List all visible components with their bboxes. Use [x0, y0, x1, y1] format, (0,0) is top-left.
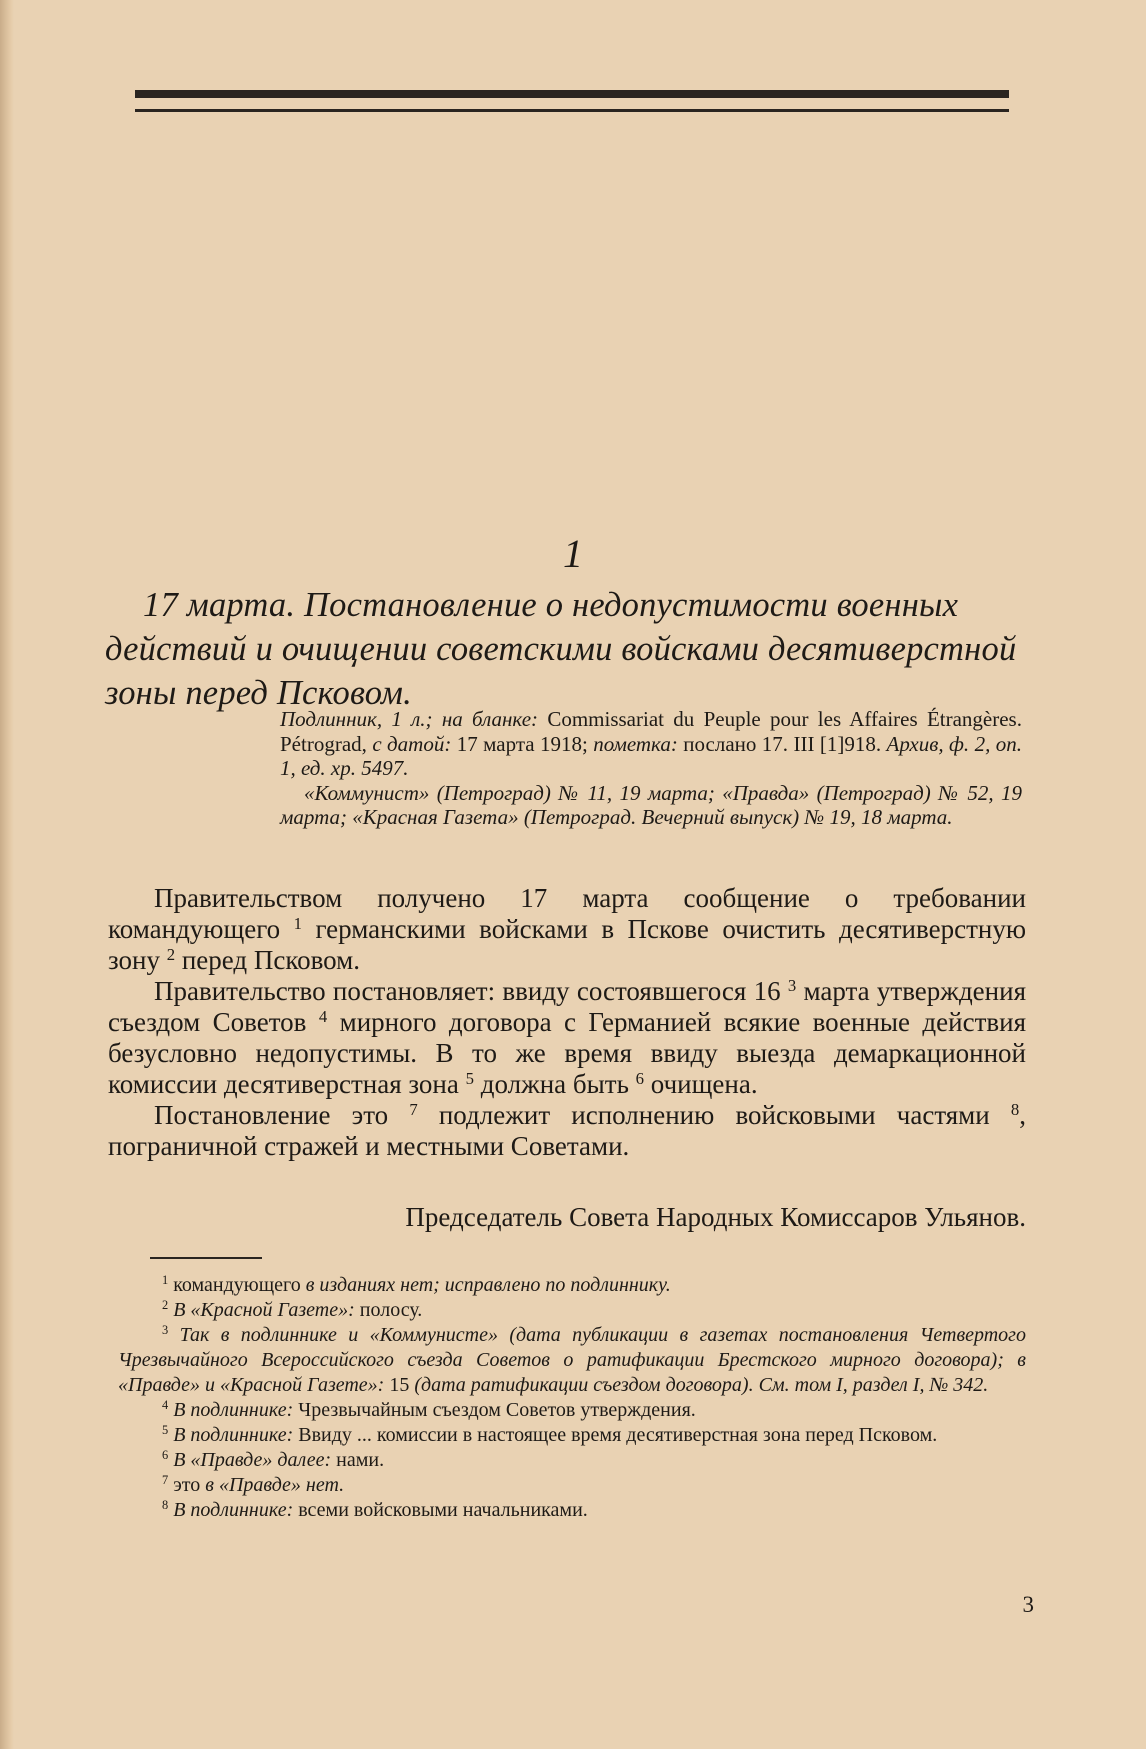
- document-number: 1: [563, 531, 583, 576]
- footnote-number: 8: [162, 1498, 169, 1513]
- text-run: Подлинник, 1 л.; на бланке:: [280, 707, 548, 731]
- text-run: с датой:: [372, 731, 457, 756]
- footnote-marker: 3: [787, 975, 797, 995]
- text-run: марта утверждения съездом Советов: [108, 976, 1026, 1037]
- text-run: полосу.: [359, 1299, 423, 1321]
- footnote-1: [118, 1273, 1026, 1298]
- footnote-marker: 8: [1010, 1099, 1020, 1119]
- source-note: [280, 707, 1022, 830]
- text-run: Commissariat du Peuple pour les Affaires Étrangères. Pétrograd,: [280, 707, 1022, 756]
- text-run: , пограничной стражей и местными Советами.: [108, 1100, 1027, 1161]
- publication-reference: «Коммунист» (Петроград) № 11, 19 марта; «Правда» (Петроград) № 52, 19 марта; «Красная Газета» (Петроград. Вечерний выпуск) № 19, 18 марта.: [280, 780, 1022, 829]
- text-run: Правительство постановляет: ввиду состоявшегося 16: [154, 976, 788, 1006]
- body-paragraph-3: [108, 1100, 1026, 1162]
- text-run: подлежит исполнению войсковыми частями: [417, 1100, 1011, 1130]
- text-run: 15: [389, 1374, 415, 1396]
- text-run: Правительством получено 17 марта сообщение о требовании командующего: [108, 883, 1026, 944]
- footnote-8: [118, 1498, 1026, 1523]
- footnote-separator: [150, 1257, 262, 1259]
- body-paragraph-2: [108, 976, 1026, 1100]
- text-run: В подлиннике:: [173, 1399, 299, 1421]
- text-run: В «Правде» далее:: [173, 1449, 337, 1471]
- footnote-5: [118, 1423, 1026, 1448]
- document-title: 17 марта. Постановление о недопустимости военных действий и очищении советскими войсками десятиверстной зоны перед Псковом.: [105, 586, 1017, 712]
- header-rule-thick: [135, 90, 1009, 98]
- text-run: Чрезвычайным съездом Советов утверждения.: [298, 1399, 696, 1421]
- text-run: Ввиду ... комиссии в настоящее время десятиверстная зона перед Псковом.: [298, 1424, 938, 1446]
- footnote-3: [118, 1323, 1026, 1398]
- text-run: Так в подлиннике и «Коммунисте» (дата публикации в газетах постановления Четвертого Чрезвычайного Всероссийского съезда Советов о ратификации Брестского мирного договора); в «Правде» и «Красной Газете»:: [118, 1324, 1026, 1396]
- text-run: (дата ратификации съездом договора). См. том I, раздел I, № 342.: [414, 1374, 989, 1396]
- body-paragraph-1: [108, 883, 1026, 976]
- text-run: мирного договора с Германией всякие военные действия безусловно недопустимы. В то же время ввиду выезда демаркационной комиссии десятиверстная зона: [108, 1007, 1026, 1099]
- footnote-6: [118, 1448, 1026, 1473]
- text-run: Архив, ф. 2, оп. 1, ед. хр. 5497.: [280, 731, 1022, 780]
- footnote-marker: 5: [465, 1068, 474, 1088]
- text-run: в изданиях нет; исправлено по подлиннику.: [305, 1274, 671, 1296]
- text-run: В «Красной Газете»:: [173, 1299, 360, 1321]
- text-run: очищена.: [644, 1069, 758, 1099]
- text-run: германскими войсками в Пскове очистить десятиверстную зону: [108, 914, 1026, 975]
- footnote-number: 7: [162, 1473, 169, 1488]
- text-run: пометка:: [593, 731, 684, 756]
- text-run: командующего: [173, 1274, 306, 1296]
- archive-reference: [280, 707, 1022, 781]
- text-run: послано 17. III [1]918.: [683, 731, 887, 756]
- text-run: всеми войсковыми начальниками.: [298, 1499, 588, 1521]
- footnote-number: 1: [162, 1273, 169, 1288]
- footnote-7: [118, 1473, 1026, 1498]
- footnote-marker: 2: [166, 944, 176, 964]
- header-rule-thin: [135, 109, 1009, 112]
- footnote-number: 3: [162, 1323, 169, 1338]
- footnote-2: [118, 1298, 1026, 1323]
- text-run: перед Псковом.: [175, 945, 361, 975]
- footnote-marker: 4: [318, 1006, 328, 1026]
- footnote-marker: 1: [293, 913, 302, 933]
- footnotes: [118, 1273, 1026, 1523]
- signature: Председатель Совета Народных Комиссаров Ульянов.: [405, 1202, 1026, 1232]
- page-spine-shadow: [0, 0, 14, 1749]
- text-run: нами.: [336, 1449, 385, 1471]
- text-run: это: [173, 1474, 206, 1496]
- text-run: должна быть: [473, 1069, 636, 1099]
- document-body: [108, 883, 1026, 1162]
- text-run: 17 марта 1918;: [456, 731, 594, 756]
- footnote-number: 4: [162, 1398, 169, 1413]
- footnote-number: 5: [162, 1423, 169, 1438]
- footnote-number: 6: [162, 1448, 169, 1463]
- text-run: В подлиннике:: [173, 1499, 299, 1521]
- text-run: В подлиннике:: [173, 1424, 299, 1446]
- footnote-number: 2: [162, 1298, 169, 1313]
- page-number: 3: [1022, 1592, 1034, 1617]
- text-run: в «Правде» нет.: [205, 1474, 345, 1496]
- footnote-marker: 7: [409, 1099, 418, 1119]
- footnote-4: [118, 1398, 1026, 1423]
- text-run: Постановление это: [154, 1100, 410, 1130]
- footnote-marker: 6: [635, 1068, 645, 1088]
